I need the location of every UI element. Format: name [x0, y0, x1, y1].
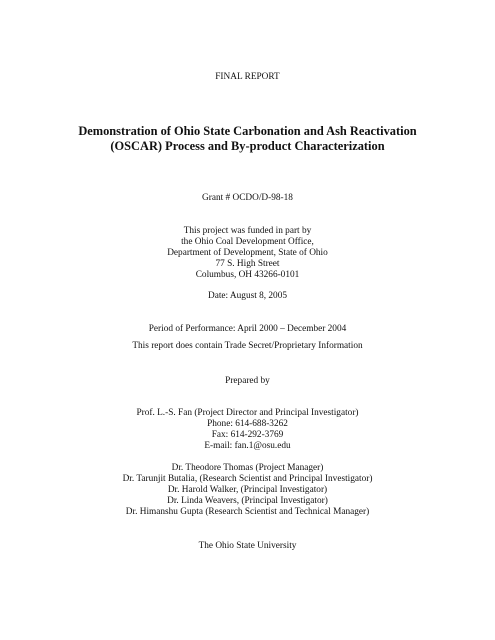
funding-line: Columbus, OH 43266-0101	[195, 270, 300, 280]
team-member: Dr. Theodore Thomas (Project Manager)	[171, 463, 324, 473]
grant-number: Grant # OCDO/D-98-18	[202, 193, 293, 203]
team-member: Dr. Harold Walker, (Principal Investigator)	[167, 485, 328, 495]
director-phone: Phone: 614-688-3262	[207, 419, 288, 429]
title-line-1: Demonstration of Ohio State Carbonation and Ash Reactivation	[78, 124, 417, 138]
title-line-2: (OSCAR) Process and By-product Characterization	[110, 139, 385, 153]
team-member: Dr. Linda Weavers, (Principal Investigator)	[167, 496, 328, 506]
team-member: Dr. Himanshu Gupta (Research Scientist and Technical Manager)	[125, 507, 370, 517]
report-type: FINAL REPORT	[215, 72, 280, 82]
performance-period: Period of Performance: April 2000 – December 2004	[148, 324, 347, 334]
funding-line: the Ohio Coal Development Office,	[181, 237, 314, 247]
director-email: E-mail: fan.1@osu.edu	[204, 441, 291, 451]
director-fax: Fax: 614-292-3769	[211, 430, 284, 440]
proprietary-notice: This report does contain Trade Secret/Proprietary Information	[132, 341, 363, 351]
funding-line: This project was funded in part by	[183, 226, 312, 236]
report-date: Date: August 8, 2005	[207, 291, 288, 301]
institution: The Ohio State University	[198, 541, 297, 551]
director-line: Prof. L.-S. Fan (Project Director and Principal Investigator)	[136, 408, 359, 418]
team-member: Dr. Tarunjit Butalia, (Research Scientist and Principal Investigator)	[122, 474, 373, 484]
funding-line: 77 S. High Street	[215, 259, 280, 269]
prepared-by: Prepared by	[225, 376, 270, 386]
funding-line: Department of Development, State of Ohio	[167, 248, 328, 258]
